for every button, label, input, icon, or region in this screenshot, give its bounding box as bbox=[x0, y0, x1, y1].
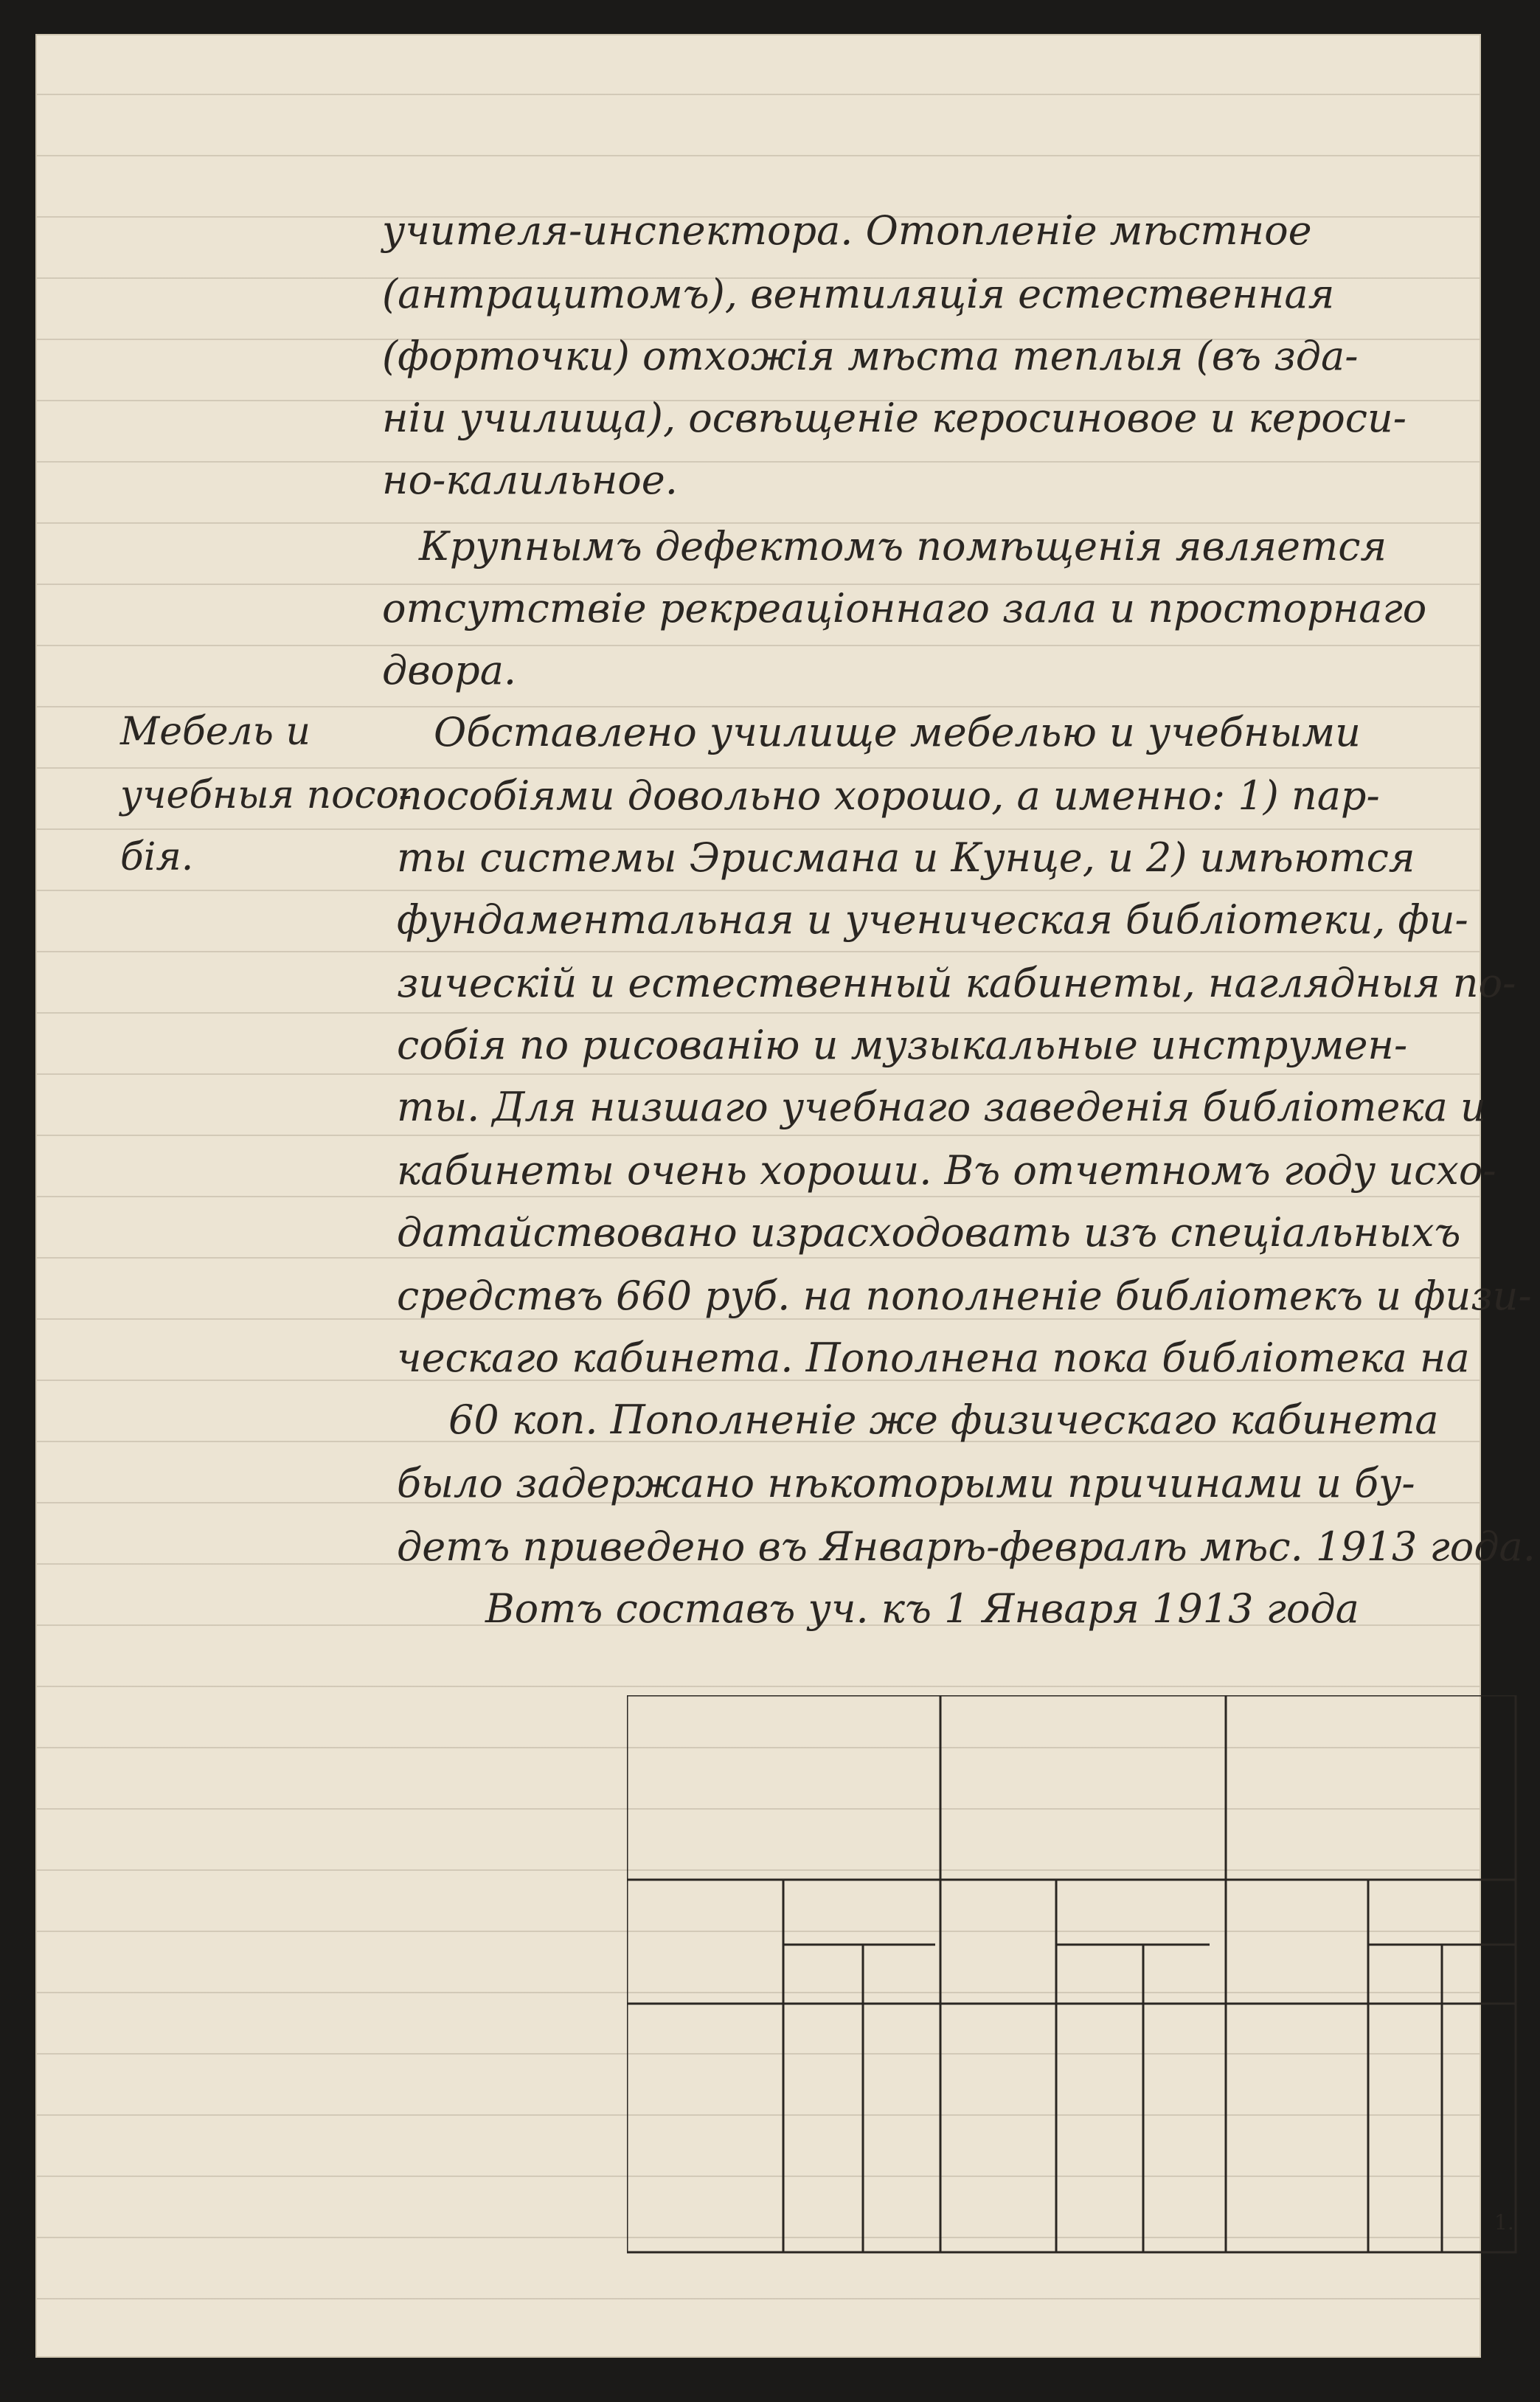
margin-note-line-3: бія. bbox=[120, 835, 194, 879]
text-line-15: ты. Для низшаго учебнаго заведенія библіотека и bbox=[397, 1084, 1486, 1130]
text-line-21: было задержано нѣкоторыми причинами и бу- bbox=[397, 1460, 1415, 1506]
text-line-6: Крупнымъ дефектомъ помѣщенія является bbox=[419, 523, 1387, 570]
text-line-23: Вотъ составъ уч. къ 1 Января 1913 года bbox=[485, 1585, 1359, 1632]
text-line-4: ніи училища), освѣщеніе керосиновое и кероси- bbox=[382, 395, 1407, 441]
text-line-9: Обставлено училище мебелью и учебными bbox=[434, 709, 1361, 755]
text-line-20: 60 коп. Пополненіе же физическаго кабинета bbox=[448, 1396, 1439, 1443]
text-line-7: отсутствіе рекреаціоннаго зала и просторнаго bbox=[382, 585, 1427, 631]
text-line-18: средствъ 660 руб. на пополненіе библіотекъ и физи- bbox=[397, 1273, 1532, 1319]
document-page bbox=[35, 34, 1536, 2358]
text-line-10: пособіями довольно хорошо, а именно: 1) пар- bbox=[397, 772, 1380, 819]
text-line-2: (антрацитомъ), вентиляція естественная bbox=[382, 271, 1335, 317]
text-line-1: учителя-инспектора. Отопленіе мѣстное bbox=[382, 207, 1312, 254]
text-line-19: ческаго кабинета. Пополнена пока библіотека на bbox=[397, 1335, 1470, 1381]
text-line-17: датайствовано израсходовать изъ спеціальныхъ bbox=[397, 1209, 1461, 1256]
text-line-16: кабинеты очень хороши. Въ отчетномъ году исхо- bbox=[397, 1147, 1496, 1194]
text-line-12: фундаментальная и ученическая библіотеки, фи- bbox=[397, 896, 1468, 943]
text-line-11: ты системы Эрисмана и Кунце, и 2) имѣются bbox=[397, 834, 1415, 881]
text-line-5: но-калильное. bbox=[382, 457, 678, 503]
page-mark: 1. bbox=[1494, 2210, 1514, 2235]
text-line-13: зическій и естественный кабинеты, наглядныя по- bbox=[397, 960, 1516, 1006]
margin-note-line-2: учебныя посо- bbox=[120, 773, 412, 817]
text-line-14: собія по рисованію и музыкальные инструмен- bbox=[397, 1022, 1408, 1068]
text-line-3: (форточки) отхожія мѣста теплыя (въ зда- bbox=[382, 333, 1359, 379]
text-line-8: двора. bbox=[382, 647, 517, 693]
text-line-22: детъ приведено въ Январѣ-февралѣ мѣс. 1913 года. bbox=[397, 1523, 1536, 1570]
margin-note-line-1: Мебель и bbox=[120, 710, 311, 754]
ruled-table bbox=[627, 1695, 1519, 2256]
table-border bbox=[627, 1695, 1516, 2252]
